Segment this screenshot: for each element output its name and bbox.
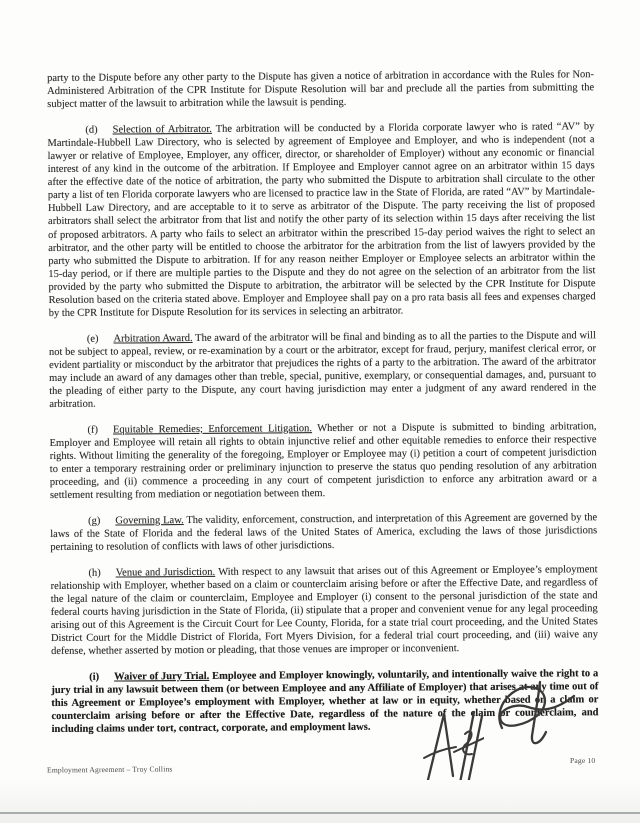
paragraph-heading: Waiver of Jury Trial. xyxy=(114,670,210,683)
body-text xyxy=(47,68,599,749)
paragraph-label: (f) xyxy=(87,424,99,436)
paragraph-label: (i) xyxy=(89,671,100,683)
paragraph-text: Whether or not a Dispute is submitted to binding arbitration, Employer and Employee will retain all rights to obtain injunctive relief and other equitable remedies to enforce their respective rights. Without limiting the generality of the foregoing, Employer or Employee may (i) petition a court of competent jurisdiction to enter a temporary restraining order or preliminary injunction to preserve the status quo pending resolution of any arbitration proceeding, and (ii) commence a proceeding in any court of competent jurisdiction to enforce any arbitration award or a settlement resulting from mediation or negotiation between them. xyxy=(49,420,597,502)
paragraph-text: The award of the arbitrator will be final and binding as to all the parties to the Dispute and will not be subject to appeal, review, or re-examination by a court or the arbitrator, except for fraud, perjury, manifest clerical error, or evident partiality or misconduct by the arbitrator that prejudices the rights of a party to the arbitration. The award of the arbitrator may include an award of any damages other than treble, special, punitive, exemplary, or consequential damages, and, pursuant to the pleading of either party to the Dispute, any court having jurisdiction may enter a judgment of any award rendered in the arbitration. xyxy=(48,329,597,411)
paragraph-d-selection-of-arbitrator xyxy=(47,120,595,320)
footer-page-number: Page 10 xyxy=(570,756,596,765)
handwritten-initials-icon xyxy=(422,704,484,792)
paragraph-text: With respect to any lawsuit that arises out of this Agreement or Employee’s employment relationship with Employer, whether based on a claim or counterclaim arising before or after the Effective Date, and regardless of the legal nature of the claim or counterclaim, Employee and Employer (i) consent to the personal jurisdiction of the state and federal courts having jurisdiction in the State of Florida, (ii) stipulate that a proper and convenient venue for any legal proceeding arising out of this Agreement is the Circuit Court for Lee County, Florida, for a state trial court proceeding, and the United States District Court for the Middle District of Florida, Fort Myers Division, for a federal trial court proceeding, and (iii) waive any defense, whether asserted by motion or pleading, that those venues are improper or inconvenient. xyxy=(50,563,598,658)
scan-background-below-page xyxy=(0,814,640,823)
handwritten-monogram-icon xyxy=(488,678,580,758)
paragraph-heading: Arbitration Award. xyxy=(113,332,193,345)
paragraph-label: (e) xyxy=(86,333,99,345)
paragraph-label: (h) xyxy=(88,567,101,579)
paragraph-e-arbitration-award xyxy=(49,329,597,411)
paragraph-heading: Equitable Remedies; Enforcement Litigation. xyxy=(112,422,313,436)
paragraph-intro-continuation: party to the Dispute before any other party to the Dispute has given a notice of arbitration in accordance with the Rules for Non-Administered Arbitration of the CPR Institute for Dispute Resolution will bar and preclude all the parties from submitting the subject matter of the lawsuit to arbitration while the lawsuit is pending. xyxy=(47,69,595,111)
paragraph-f-equitable-remedies xyxy=(49,420,597,502)
paragraph-heading: Selection of Arbitrator. xyxy=(112,123,212,136)
paragraph-text: Employee and Employer knowingly, voluntarily, and intentionally waive the right to a jury trial in any lawsuit between them (or between Employee and any Affiliate of Employer) that arises at any time out of this Agreement or Employee’s employment with Employer, whether at law or in equity, whether based on a claim or counterclaim arising before or after the Effective Date, regardless of the nature of the claim or counterclaim, and including claims under tort, contract, corporate, and employment laws. xyxy=(51,667,599,736)
paragraph-label: (d) xyxy=(85,124,98,136)
paragraph-heading: Venue and Jurisdiction. xyxy=(115,566,216,579)
paragraph-text: The validity, enforcement, construction, and interpretation of this Agreement are governed by the laws of the State of Florida and the federal laws of the United States of America, excluding the laws of those jurisdictions pertaining to resolution of conflicts with laws of other jurisdictions. xyxy=(50,511,598,553)
paragraph-heading: Governing Law. xyxy=(115,514,184,527)
paragraph-label: (g) xyxy=(88,515,101,527)
paragraph-h-venue-and-jurisdiction xyxy=(50,563,598,658)
paragraph-g-governing-law xyxy=(50,511,597,554)
footer-document-title: Employment Agreement – Troy Collins xyxy=(46,764,173,775)
paragraph-text: The arbitration will be conducted by a Florida corporate lawyer who is rated “AV” by Martindale-Hubbell Law Directory, who is selected by agreement of Employee and Employer, and who is independent (not a lawyer or relative of Employee, Employer, any officer, director, or shareholder of Employer) without any economic or financial interest of any kind in the outcome of the arbitration. If Employee and Employer cannot agree on an arbitrator within 15 days after the effective date of the notice of arbitration, the party who submitted the Dispute to arbitration shall circulate to the other party a list of ten Florida corporate lawyers who are licensed to practice law in the State of Florida, are rated “AV” by Martindale-Hubbell Law Directory, and are acceptable to it to serve as arbitrator of the Dispute. The party receiving the list of proposed arbitrators shall select the arbitrator from that list and notify the other party of its selection within 15 days after receiving the list of proposed arbitrators. A party who fails to select an arbitrator within the prescribed 15-day period waives the right to select an arbitrator, and the other party will be entitled to choose the arbitrator for the arbitration from the list of lawyers provided by the party who submitted the Dispute to arbitration. If for any reason neither Employer or Employee selects an arbitrator within the 15-day period, or if there are multiple parties to the Dispute and they do not agree on the selection of an arbitrator from the list provided by the party who submitted the Dispute to arbitration, the arbitrator will be selected by the CPR Institute for Dispute Resolution based on the criteria stated above. Employer and Employee shall pay on a pro rata basis all fees and expenses charged by the CPR Institute for Dispute Resolution for its services in selecting an arbitrator. xyxy=(47,120,596,320)
scan-bottom-shading xyxy=(0,780,640,812)
